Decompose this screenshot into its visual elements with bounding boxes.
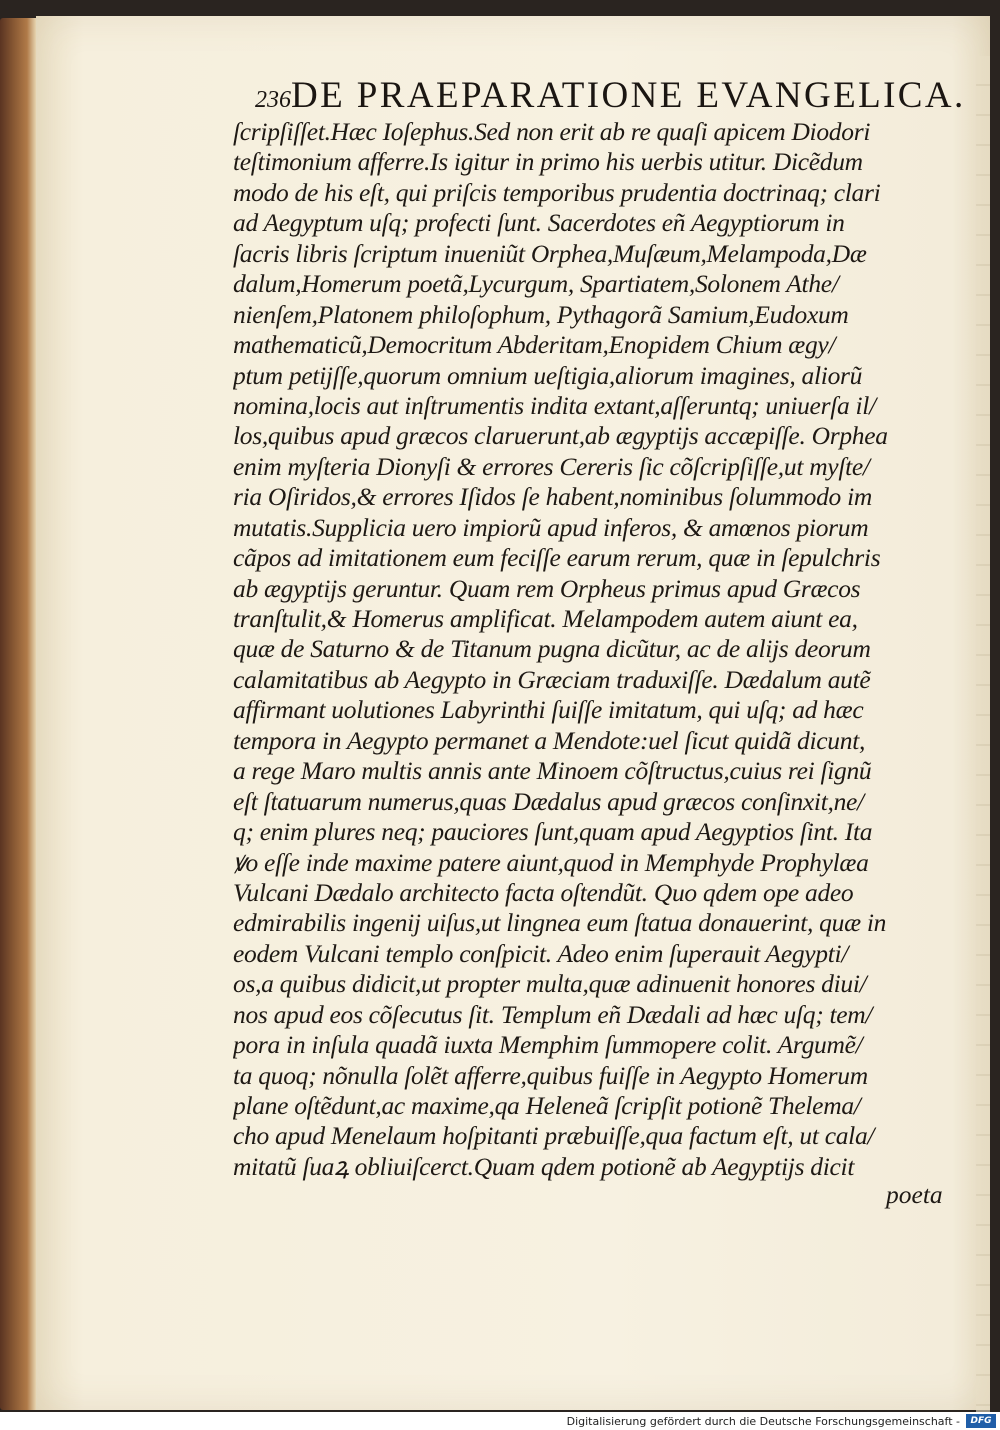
text-line: edmirabilis ingenij uiſus,ut lingnea eum ſtatua donauerint, quæ in [233,908,887,938]
dfg-logo: DFG [966,1414,996,1428]
catchword: poeta [886,1180,943,1209]
text-line: calamitatibus ab Aegypto in Græciam traduxiſſe. Dædalum autẽ [233,664,871,694]
running-title: DE PRAEPARATIONE EVANGELICA. [291,75,966,116]
text-line: teſtimonium afferre.Is igitur in primo his uerbis utitur. Dicẽdum [233,147,863,177]
text-line: ta quoq; nõnulla ſolẽt afferre,quibus fuiſſe in Aegypto Homerum [233,1060,868,1090]
text-line: tranſtulit,& Homerus amplificat. Melampodem autem aiunt ea, [233,604,858,633]
text-line: tempora in Aegypto permanet a Mendote:uel ſicut quidã dicunt, [233,725,866,755]
text-line: eſt ſtatuarum numerus,quas Dædalus apud græcos conſinxit,ne/ [233,786,864,816]
text-line: nienſem,Platonem philoſophum, Pythagorã Samium,Eudoxum [233,299,849,329]
text-line: q; enim plures neq; pauciores ſunt,quam apud Aegyptios ſint. Ita [233,817,873,847]
page-header [255,74,966,116]
text-line: ria Oſiridos,& errores Iſidos ſe habent,nominibus ſolummodo im [233,482,872,512]
text-line: ab ægyptijs geruntur. Quam rem Orpheus primus apud Græcos [233,573,861,603]
text-line: mutatis.Supplicia uero impiorũ apud inferos, & amœnos piorum [233,512,869,542]
text-line: nos apud eos cõſecutus ſit. Templum eñ Dædali ad hæc uſq; tem/ [233,999,873,1029]
text-line: ſacris libris ſcriptum inueniũt Orphea,Muſæum,Melampoda,Dæ [233,238,867,268]
text-line: mathematicũ,Democritum Abderitam,Enopidem Chium ægy/ [233,330,836,360]
book-spine [0,18,36,1410]
text-line: enim myſteria Dionyſi & errores Cereris ſic cõſcripſiſſe,ut myſte/ [233,451,870,481]
text-line: cãpos ad imitationem eum feciſſe earum rerum, quæ in ſepulchris [233,543,881,573]
page-edge [976,56,990,1416]
text-line: plane oſtẽdunt,ac maxime,qa Heleneã ſcripſit potionẽ Thelema/ [233,1091,861,1120]
footer-credit: Digitalisierung gefördert durch die Deutsche Forschungsgemeinschaft - [566,1414,960,1428]
text-line: eodem Vulcani templo conſpicit. Adeo enim ſuperauit Aegypti/ [233,938,849,968]
text-line: ad Aegyptum uſq; profecti ſunt. Sacerdotes eñ Aegyptiorum in [233,208,845,238]
body-text [233,117,959,1182]
page-number: 236 [255,87,291,113]
text-line: affirmant uolutiones Labyrinthi ſuiſſe imitatum, qui uſq; ad hæc [233,695,864,725]
text-line: modo de his eſt, qui priſcis temporibus prudentia doctrinaq; clari [233,177,881,207]
text-line: cho apud Menelaum hoſpitanti præbuiſſe,qua factum eſt, ut cala/ [233,1121,875,1151]
text-line: los,quibus apud græcos claruerunt,ab ægyptijs accæpiſſe. Orphea [233,421,888,451]
text-line: ptum petijſſe,quorum omnium ueſtigia,aliorum imagines, aliorũ [233,360,863,390]
text-line: ꝟo eſſe inde maxime patere aiunt,quod in Memphyde Prophylæa [233,847,869,877]
text-line: nomina,locis aut inſtrumentis indita extant,aſſeruntq; uniuerſa il/ [233,390,876,420]
text-line: os,a quibus didicit,ut propter multa,quæ adinuenit honores diui/ [233,969,867,999]
text-line: quæ de Saturno & de Titanum pugna dicũtur, ac de alijs deorum [233,634,871,664]
text-line: dalum,Homerum poetã,Lycurgum, Spartiatem,Solonem Athe/ [233,269,839,299]
text-line: mitatũ ſuaꝝ obliuiſcerct.Quam qdem potionẽ ab Aegyptijs dicit [233,1151,855,1181]
text-line: pora in inſula quadã iuxta Memphim ſummopere colit. Argumẽ/ [233,1030,863,1060]
digitization-footer [0,1412,1000,1430]
text-line: ſcripſiſſet.Hæc Ioſephus.Sed non erit ab re quaſi apicem Diodori [233,117,871,146]
text-line: Vulcani Dædalo architecto facta oſtendũt. Quo qdem ope adeo [233,877,854,907]
text-line: a rege Maro multis annis ante Minoem cõſtructus,cuius rei ſignũ [233,756,872,786]
